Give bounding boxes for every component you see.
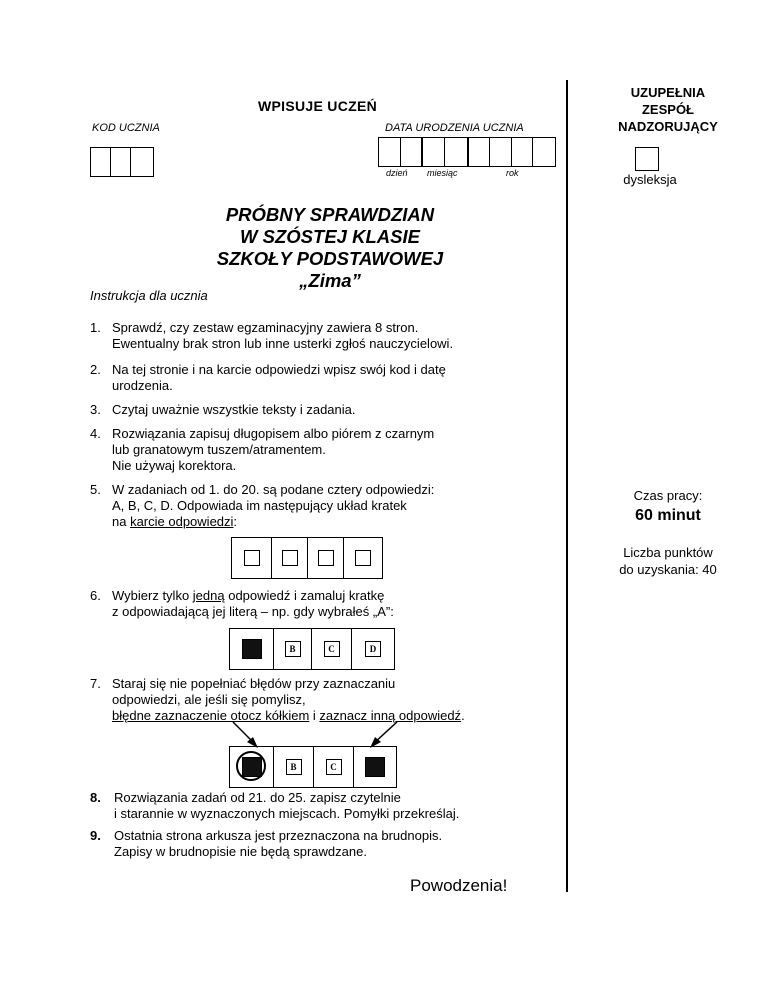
supervisor-title-line2: ZESPÓŁ [641,102,694,117]
exam-title [160,204,500,292]
good-luck-text: Powodzenia! [410,876,508,895]
instruction-number: 2. [90,362,101,377]
student-section-title: WPISUJE UCZEŃ [258,98,378,114]
dyslexia-checkbox[interactable] [635,147,659,171]
instruction-text: i starannie w wyznaczonych miejscach. Pomyłki przekreślaj. [114,806,460,821]
answer-box-a [244,550,260,566]
instruction-text: : [233,514,238,529]
instructions-heading: Instrukcja dla ucznia [90,288,208,303]
instruction-number: 4. [90,426,101,441]
exam-time-value: 60 minut [635,507,701,524]
answer-box-c [318,550,334,566]
answer-card-reference: karcie odpowiedzi [130,514,234,529]
instruction-text: odpowiedź i zamaluj kratkę [224,588,385,603]
instruction-number: 6. [90,588,101,603]
supervisor-title-line3: NADZORUJĄCY [618,119,718,134]
correction-circle [236,751,266,781]
exam-time-label: Czas pracy: [633,488,703,503]
exam-title-line2: W SZÓSTEJ KLASIE [240,226,420,247]
max-points [578,544,758,578]
answer-box-b: B [285,641,301,657]
instruction-number: 8. [90,790,101,805]
max-points-line2: do uzyskania: 40 [619,562,717,577]
answer-box-d: D [365,641,381,657]
student-code-boxes[interactable] [90,147,154,177]
answer-box-a-filled [242,639,262,659]
instruction-text: Na tej stronie i na karcie odpowiedzi wpisz swój kod i datę [112,362,446,377]
instruction-text: Nie używaj korektora. [112,458,237,473]
exam-time [578,488,758,525]
instruction-text: z odpowiadającą jej literą – np. gdy wybrałeś „A”: [112,604,394,619]
day-label: dzień [386,168,408,178]
instruction-text: Staraj się nie popełniać błędów przy zaznaczaniu [112,676,396,691]
instruction-text: urodzenia. [112,378,173,393]
column-divider [566,80,568,892]
instruction-number: 7. [90,676,101,691]
instruction-number: 9. [90,828,101,843]
supervisor-section-title [578,84,758,135]
instruction-text: Czytaj uważnie wszystkie teksty i zadania. [112,402,356,417]
instruction-number: 5. [90,482,101,497]
instruction-text: Sprawdź, czy zestaw egzaminacyjny zawiera 8 stron. [112,320,419,335]
exam-title-line1: PRÓBNY SPRAWDZIAN [225,204,435,225]
answer-grid-example [231,537,383,579]
answer-box-b [282,550,298,566]
answer-box-c: C [326,759,342,775]
emphasis-mark-other: zaznacz inną odpowiedź [319,708,462,723]
answer-box-c: C [324,641,340,657]
instruction-text: i [309,708,320,723]
answer-box-d-filled [365,757,385,777]
instruction-text: Rozwiązania zadań od 21. do 25. zapisz czytelnie [114,790,401,805]
instruction-text: Wybierz tylko [112,588,193,603]
answer-correction-example [229,746,397,788]
emphasis-only-one: jedną [192,588,225,603]
instruction-text: W zadaniach od 1. do 20. są podane cztery odpowiedzi: [112,482,435,497]
year-label: rok [506,168,519,178]
instruction-text: na [112,514,131,529]
answer-filled-example [229,628,395,670]
instruction-number: 3. [90,402,101,417]
instruction-text: . [461,708,465,723]
birth-date-label: DATA URODZENIA UCZNIA [385,122,524,134]
instruction-text: Ewentualny brak stron lub inne usterki zgłoś nauczycielowi. [112,336,454,351]
month-label: miesiąc [427,168,458,178]
answer-box-b: B [286,759,302,775]
answer-box-d [355,550,371,566]
exam-title-line4: „Zima” [299,270,361,291]
instruction-text: A, B, C, D. Odpowiada im następujący układ kratek [112,498,407,513]
student-code-label: KOD UCZNIA [92,122,160,134]
instruction-text: lub granatowym tuszem/atramentem. [112,442,326,457]
dyslexia-label: dysleksja [623,172,677,187]
emphasis-circle-wrong: błędne zaznaczenie otocz kółkiem [112,708,310,723]
max-points-line1: Liczba punktów [623,545,713,560]
instruction-text: Rozwiązania zapisuj długopisem albo piórem z czarnym [112,426,435,441]
exam-title-line3: SZKOŁY PODSTAWOWEJ [216,248,444,269]
instruction-text: Zapisy w brudnopisie nie będą sprawdzane. [114,844,367,859]
instruction-text: odpowiedzi, ale jeśli się pomylisz, [112,692,306,707]
birth-date-boxes[interactable] [378,137,556,167]
instruction-text: Ostatnia strona arkusza jest przeznaczona na brudnopis. [114,828,443,843]
instruction-number: 1. [90,320,101,335]
supervisor-title-line1: UZUPEŁNIA [630,85,706,100]
